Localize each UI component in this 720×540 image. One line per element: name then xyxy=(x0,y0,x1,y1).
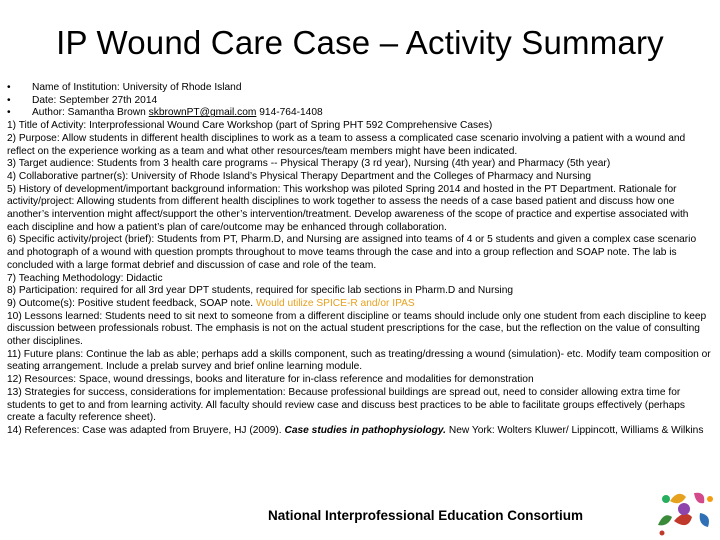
bullet-author xyxy=(7,107,713,120)
date-text: Date: September 27th 2014 xyxy=(32,94,158,106)
item-target-audience: 3) Target audience: Students from 3 health care programs -- Physical Therapy (3 rd year), Nursing (4th year) and Pharmacy (5th year) xyxy=(7,158,611,170)
footer-organization: National Interprofessional Education Consortium xyxy=(268,508,584,523)
bullet-institution xyxy=(7,82,713,95)
author-text: Author: Samantha Brown xyxy=(32,107,146,119)
bullet-dot: • xyxy=(7,107,11,119)
item-title: 1) Title of Activity: Interprofessional Wound Care Workshop (part of Spring PHT 592 Comprehensive Cases) xyxy=(7,120,493,132)
outcomes-text: 9) Outcome(s): Positive student feedback, SOAP note. xyxy=(7,297,254,309)
references-publisher: New York: Wolters Kluwer/ Lippincott, Williams & Wilkins xyxy=(448,424,704,436)
bullet-dot: • xyxy=(7,94,11,106)
bullet-dot: • xyxy=(7,82,11,93)
references-text: 14) References: Case was adapted from Bruyere, HJ (2009). xyxy=(7,424,282,436)
item-collaborative-partners: 4) Collaborative partner(s): University of Rhode Island’s Physical Therapy Department and the Colleges of Pharmacy and Nursing xyxy=(7,170,591,182)
item-purpose: 2) Purpose: Allow students in different health disciplines to work as a team to assess a complicated case scenario involving a patient with a wound and reflect on the experience working as a team and what other resources/team members might have been indicated. xyxy=(7,132,686,157)
summary-content xyxy=(7,82,713,438)
author-email-link[interactable]: skbrownPT@gmail.com xyxy=(148,107,257,119)
item-strategies: 13) Strategies for success, considerations for implementation: Because professional buildings are spread out, need to consider allowing extra time for students to get to and from learning activity. All faculty should review case and discuss best practices to be able to facilitate groups effectively (perhaps create a faculty reference sheet). xyxy=(7,386,686,424)
item-specific-activity: 6) Specific activity/project (brief): Students from PT, Pharm.D, and Nursing are assigned into teams of 4 or 5 students and given a complex case scenario and photograph of a wound with question prompts throughout to move teams through the case and into a group reflection and SOAP note. The lab is concluded with a large format debrief and discussion of case and role of the team. xyxy=(7,234,697,271)
item-future-plans: 11) Future plans: Continue the lab as able; perhaps add a skills component, such as treating/dressing a wound (simulation)- etc. Modify team composition or seating arrangement. Include a prelab survey and brief online learning module. xyxy=(7,348,711,373)
item-history: 5) History of development/important background information: This workshop was piloted Spring 2014 and hosted in the PT Department. Rationale for activity/project: Allowing students from different health disciplines to work together to assess the needs of a case based patient and discuss how one another’s intervention might affect/support the other’s intervention/treatment. Develop awareness of the scope of practice and expertise associated with each discipline and how a patient’s plan of care/outcome may be enhanced through collaboration. xyxy=(7,183,689,233)
outcomes-highlight: Would utilize SPICE-R and/or IPAS xyxy=(255,297,415,309)
references-book-title: Case studies in pathophysiology. xyxy=(284,424,446,436)
item-references xyxy=(7,425,713,438)
institution-text: Name of Institution: University of Rhode Island xyxy=(32,82,242,93)
item-resources: 12) Resources: Space, wound dressings, books and literature for in-class reference and modalities for demonstration xyxy=(7,374,534,386)
consortium-logo-icon xyxy=(654,487,716,539)
item-teaching-methodology: 7) Teaching Methodology: Didactic xyxy=(7,272,163,284)
bullet-date xyxy=(7,95,713,108)
author-phone: 914-764-1408 xyxy=(259,107,323,119)
item-outcomes xyxy=(7,298,713,311)
slide-title: IP Wound Care Case – Activity Summary xyxy=(56,24,664,61)
item-lessons-learned: 10) Lessons learned: Students need to sit next to someone from a different discipline or teams should include only one student from each discipline to keep discussion between professionals robust. The emphasis is not on the actual student prescriptions for the case, but the reflection on the value of consulting other disciplines. xyxy=(7,310,707,348)
item-participation: 8) Participation: required for all 3rd year DPT students, required for specific lab sections in Pharm.D and Nursing xyxy=(7,285,514,297)
